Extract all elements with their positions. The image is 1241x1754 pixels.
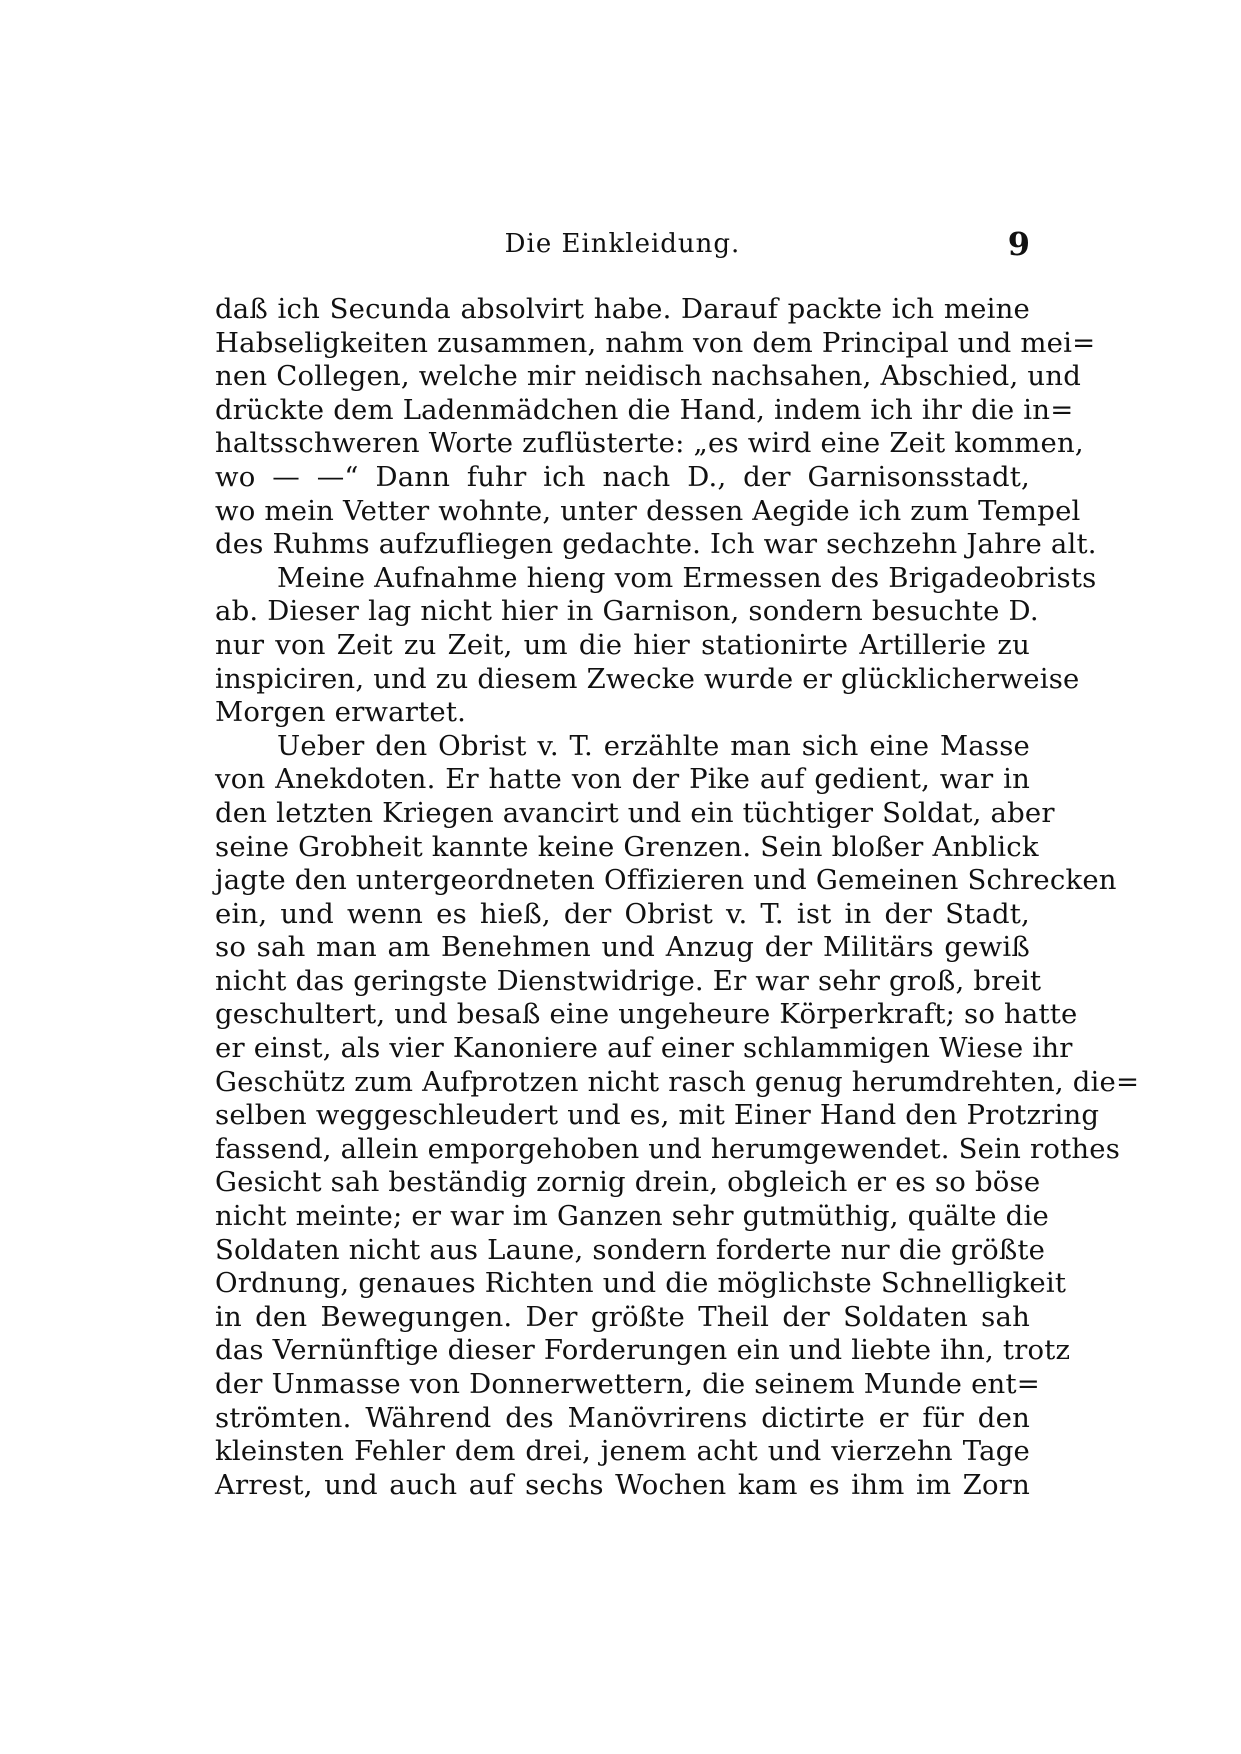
text-line: inspiciren, und zu diesem Zwecke wurde er glücklicherweise <box>215 662 1080 695</box>
text-line: nicht das geringste Dienstwidrige. Er war sehr groß, breit <box>215 964 1042 997</box>
paragraph-first-line: Ueber den Obrist v. T. erzählte man sich eine Masse <box>277 729 1030 762</box>
text-line: fassend, allein emporgehoben und herumgewendet. Sein rothes <box>215 1132 1121 1165</box>
text-line: Gesicht sah beständig zornig drein, obgleich er es so böse <box>215 1166 1041 1199</box>
running-head <box>215 224 1030 264</box>
text-line: Habseligkeiten zusammen, nahm von dem Principal und mei= <box>215 326 1096 359</box>
text-line: seine Grobheit kannte keine Grenzen. Sein bloßer Anblick <box>215 830 1039 863</box>
text-line: ein, und wenn es hieß, der Obrist v. T. ist in der Stadt, <box>215 897 1030 930</box>
text-line: nicht meinte; er war im Ganzen sehr gutmüthig, quälte die <box>215 1200 1049 1233</box>
paragraph-last-line: Morgen erwartet. <box>215 696 467 729</box>
body-text <box>215 293 1140 1502</box>
text-line: selben weggeschleudert und es, mit Einer Hand den Protzring <box>215 1099 1100 1132</box>
text-line: drückte dem Ladenmädchen die Hand, indem ich ihr die in= <box>215 393 1074 426</box>
paragraph-first-line: Meine Aufnahme hieng vom Ermessen des Brigadeobrists <box>277 561 1097 594</box>
text-line: der Unmasse von Donnerwettern, die seinem Munde ent= <box>215 1368 1040 1400</box>
text-line: strömten. Während des Manövrirens dictirte er für den <box>215 1401 1030 1434</box>
text-line: Soldaten nicht aus Laune, sondern forderte nur die größte <box>215 1233 1046 1266</box>
text-line: Ordnung, genaues Richten und die möglichste Schnelligkeit <box>215 1267 1067 1300</box>
page-number: 9 <box>1007 225 1030 263</box>
text-line: in den Bewegungen. Der größte Theil der Soldaten sah <box>215 1300 1030 1333</box>
text-line: kleinsten Fehler dem drei, jenem acht und vierzehn Tage <box>215 1435 1030 1468</box>
text-line: von Anekdoten. Er hatte von der Pike auf gedient, war in <box>215 763 1030 796</box>
text-line: wo — —“ Dann fuhr ich nach D., der Garnisonsstadt, <box>215 460 1030 493</box>
text-line: jagte den untergeordneten Offizieren und Gemeinen Schrecken <box>215 864 1117 897</box>
text-line: den letzten Kriegen avancirt und ein tüchtiger Soldat, aber <box>215 796 1055 829</box>
text-line: ab. Dieser lag nicht hier in Garnison, sondern besuchte D. <box>215 595 1039 628</box>
text-line: Arrest, und auch auf sechs Wochen kam es ihm im Zorn <box>215 1468 1030 1501</box>
running-title: Die Einkleidung. <box>504 229 741 259</box>
text-line: wo mein Vetter wohnte, unter dessen Aegide ich zum Tempel <box>215 494 1081 527</box>
text-line: das Vernünftige dieser Forderungen ein und liebte ihn, trotz <box>215 1334 1071 1367</box>
text-line: so sah man am Benehmen und Anzug der Militärs gewiß <box>215 931 1030 964</box>
text-line: des Ruhms aufzufliegen gedachte. Ich war sechzehn Jahre alt. <box>215 528 1097 561</box>
text-line: er einst, als vier Kanoniere auf einer schlammigen Wiese ihr <box>215 1032 1073 1065</box>
text-line: haltsschweren Worte zuflüsterte: „es wird eine Zeit kommen, <box>215 427 1084 460</box>
text-line: geschultert, und besaß eine ungeheure Körperkraft; so hatte <box>215 998 1078 1031</box>
text-line: Geschütz zum Aufprotzen nicht rasch genug herumdrehten, die= <box>215 1065 1140 1098</box>
text-line: nur von Zeit zu Zeit, um die hier stationirte Artillerie zu <box>215 628 1030 661</box>
text-line: daß ich Secunda absolvirt habe. Darauf packte ich meine <box>215 293 1030 325</box>
text-line: nen Collegen, welche mir neidisch nachsahen, Abschied, und <box>215 360 1081 393</box>
